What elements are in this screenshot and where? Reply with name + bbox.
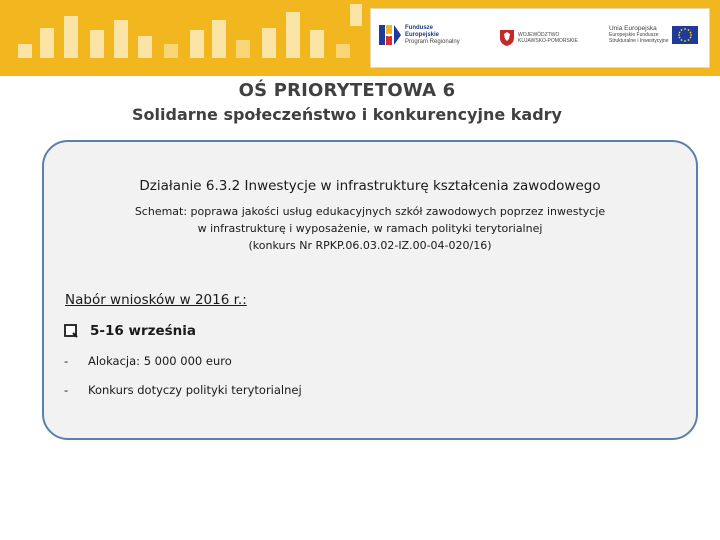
decorative-block [212,20,226,58]
dash-marker: - [64,354,69,368]
date-bullet-row [64,323,196,339]
nabor-heading: Nabór wniosków w 2016 r.: [65,292,247,308]
schema-line: (konkurs Nr RPKP.06.03.02-IZ.00-04-020/16) [248,239,492,252]
allocation-text: Alokacja: 5 000 000 euro [88,354,232,368]
dash-marker: - [64,383,69,397]
schema-line: w infrastrukturę i wyposażenie, w ramach polityki terytorialnej [197,222,543,235]
fundusze-europejskie-logo [379,23,460,47]
decorative-block [286,12,300,58]
ue-line3: Strukturalne i Inwestycyjne [609,38,669,44]
decorative-block [138,36,152,58]
decorative-block [164,44,178,58]
fundusze-line1: Fundusze [405,24,433,31]
policy-text: Konkurs dotyczy polityki terytorialnej [88,383,302,397]
decorative-block [114,20,128,58]
schema-line: Schemat: poprawa jakości usług edukacyjnych szkół zawodowych poprzez inwestycje [134,205,606,218]
wojewodztwo-line1: WOJEWÓDZTWO [518,32,560,38]
decorative-block [236,40,250,58]
page-subtitle: Solidarne społeczeństwo i konkurencyjne kadry [132,105,562,124]
header-band [0,0,720,76]
page-title: OŚ PRIORYTETOWA 6 [238,80,456,101]
logo-panel [370,8,710,68]
ue-line1: Unia Europejska [609,25,657,32]
eu-flag-icon [672,26,698,44]
fundusze-flag-icon [379,23,401,47]
schema-description [44,203,696,254]
wojewodztwo-logo [499,29,578,47]
action-heading: Działanie 6.3.2 Inwestycje w infrastrukturę kształcenia zawodowego [139,178,601,194]
decorative-block [310,30,324,58]
ue-line2: Europejskie Fundusze [609,32,659,38]
decorative-block [18,44,32,58]
content-box [42,140,698,440]
list-item [64,354,232,368]
decorative-block [64,16,78,58]
decorative-block [350,4,362,26]
checkbox-bullet-icon [64,324,78,338]
decorative-block [262,28,276,58]
wojewodztwo-line2: KUJAWSKO-POMORSKIE [518,38,578,44]
date-range: 5-16 września [90,323,197,339]
decorative-block [40,28,54,58]
fundusze-line3: Program Regionalny [405,38,460,45]
decorative-block [90,30,104,58]
list-item [64,383,302,397]
decorative-block [190,30,204,58]
unia-europejska-logo [609,25,698,44]
fundusze-line2: Europejskie [405,31,440,38]
coat-of-arms-icon [499,29,515,47]
decorative-block [336,44,350,58]
